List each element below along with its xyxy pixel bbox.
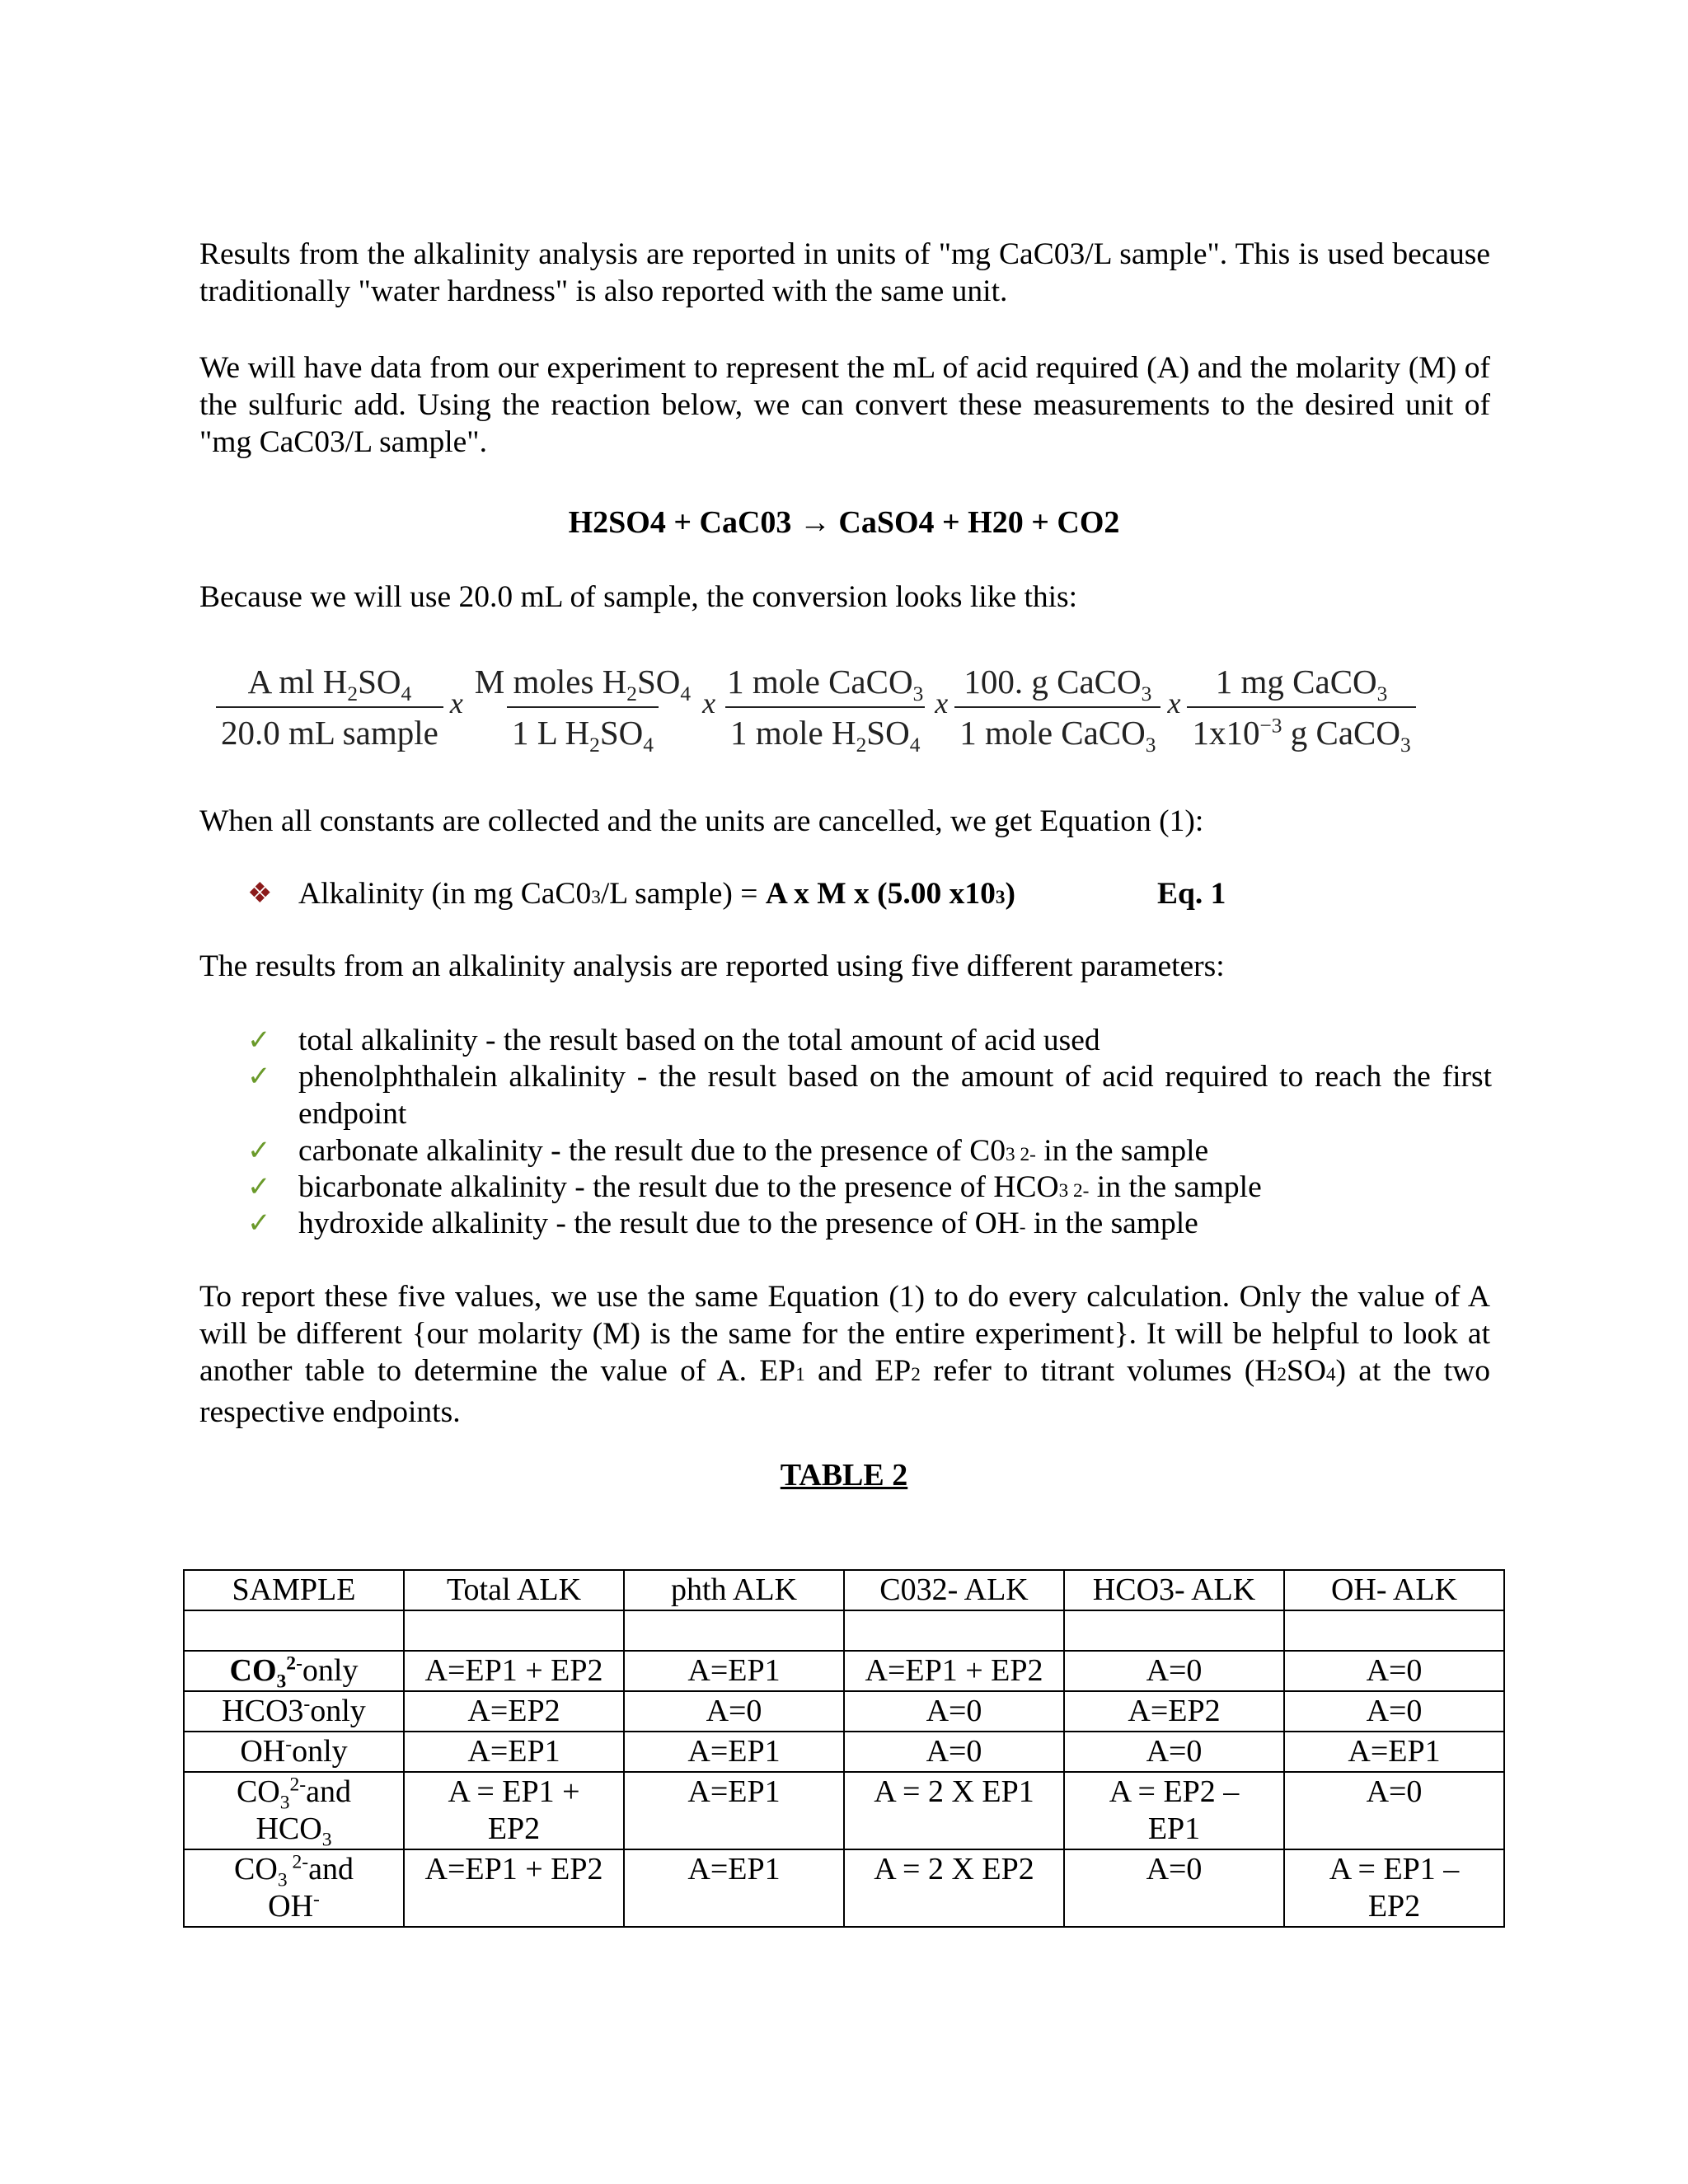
table-row <box>184 1849 1504 1927</box>
table-cell: A = EP1 – EP2 <box>1284 1849 1504 1927</box>
table-cell: A=0 <box>844 1691 1064 1732</box>
table-cell: A = EP1 + EP2 <box>404 1772 624 1849</box>
table-cell: A = 2 X EP2 <box>844 1849 1064 1927</box>
table-cell: A=EP2 <box>1064 1691 1284 1732</box>
sample-cell: $CO_3^{2-}and$ $HCO_3$ <box>184 1772 404 1849</box>
table-cell: A=0 <box>1064 1651 1284 1691</box>
paragraph-equation-intro: When all constants are collected and the units are cancelled, we get Equation (1): <box>199 804 1204 838</box>
checklist-item: ✓ bicarbonate alkalinity - the result due to the presence of HCO3 2- in the sample <box>247 1170 1262 1204</box>
table-cell: A=EP2 <box>404 1691 624 1732</box>
fraction-3: $\frac{1 mole CaCO_3}{1 mole H_2SO_4}$ <box>722 662 928 752</box>
table-cell: A=0 <box>1284 1691 1504 1732</box>
paragraph-report-values: To report these five values, we use the same Equation (1) to do every calculation. Only the value of A will be different {our molarity (M) is the same for the entire experiment}. It will be helpful to look at another table to determine the value of A. EP1 and EP2 refer to titrant volumes (H2SO4) at the two respective endpoints. <box>199 1280 1490 1429</box>
column-header: HCO3- ALK <box>1064 1570 1284 1610</box>
equation-1-text: Alkalinity (in mg CaC03/L sample) = A x M x (5.00 x103) <box>298 877 1016 911</box>
sample-cell: HCO3-only <box>184 1691 404 1732</box>
checklist-item: ✓ carbonate alkalinity - the result due to the presence of C03 2- in the sample <box>247 1134 1209 1168</box>
reaction-equation: H2SO4 + CaC03 → CaSO4 + H20 + CO2 <box>568 505 1120 540</box>
checkmark-icon: ✓ <box>247 1025 271 1056</box>
fraction-1: $\frac{A ml H_2SO_4}{\text{20.0 mL sample}}$ <box>216 662 443 752</box>
checkmark-icon: ✓ <box>247 1172 271 1202</box>
table-cell: A=0 <box>1064 1849 1284 1927</box>
checklist-item: ✓ phenolphthalein alkalinity - the result based on the amount of acid required to reach the first endpoint <box>247 1060 1492 1131</box>
table-cell: A=0 <box>844 1732 1064 1772</box>
checklist-item: ✓ hydroxide alkalinity - the result due to the presence of OH- in the sample <box>247 1207 1198 1240</box>
column-header: C032- ALK <box>844 1570 1064 1610</box>
column-header: OH- ALK <box>1284 1570 1504 1610</box>
column-header: phth ALK <box>624 1570 844 1610</box>
table-cell: A=EP1 <box>624 1772 844 1849</box>
table-header-row <box>184 1570 1504 1610</box>
table-cell: A=EP1 + EP2 <box>404 1849 624 1927</box>
table-row <box>184 1772 1504 1849</box>
checkmark-icon: ✓ <box>247 1208 271 1239</box>
table-cell: A=EP1 <box>404 1732 624 1772</box>
multiply-sign: x <box>935 687 949 719</box>
sample-cell: $CO_3$ $^{2-}$and OH- <box>184 1849 404 1927</box>
table-cell: A = 2 X EP1 <box>844 1772 1064 1849</box>
table-cell: A=0 <box>624 1691 844 1732</box>
conversion-chain <box>216 661 1469 757</box>
table-cell: A=0 <box>1064 1732 1284 1772</box>
checkmark-icon: ✓ <box>247 1062 271 1092</box>
table-row <box>184 1732 1504 1772</box>
multiply-sign: x <box>1167 687 1181 719</box>
table-cell: A=0 <box>1284 1651 1504 1691</box>
column-header: SAMPLE <box>184 1570 404 1610</box>
table-cell: A=EP1 <box>1284 1732 1504 1772</box>
checkmark-icon: ✓ <box>247 1136 271 1166</box>
table-cell: A=EP1 <box>624 1651 844 1691</box>
table-cell: A = EP2 – EP1 <box>1064 1772 1284 1849</box>
sample-cell: $CO_3^{2-}only$ <box>184 1651 404 1691</box>
table-cell: A=EP1 <box>624 1849 844 1927</box>
paragraph-parameters-intro: The results from an alkalinity analysis are reported using five different parameters: <box>199 949 1225 983</box>
table-title: TABLE 2 <box>780 1458 908 1493</box>
fraction-5: $\frac{1 mg CaCO_3}{1x10^{-3} g CaCO_3}$ <box>1187 662 1415 752</box>
diamond-bullet-icon: ❖ <box>247 879 273 909</box>
paragraph-units: Results from the alkalinity analysis are reported in units of "mg CaC03/L sample". This is used because traditionally "water hardness" is also reported with the same unit. <box>199 237 1490 308</box>
fraction-4: $\frac{100. g CaCO_3}{1 mole CaCO_3}$ <box>954 662 1160 752</box>
sample-cell: OH-only <box>184 1732 404 1772</box>
fraction-2: $\frac{M moles H_2SO_4}{1 L H_2SO_4}$ <box>474 663 692 757</box>
multiply-sign: x <box>702 687 716 719</box>
table-row-empty <box>184 1610 1504 1651</box>
checklist-item: ✓ total alkalinity - the result based on the total amount of acid used <box>247 1024 1100 1057</box>
table-row <box>184 1691 1504 1732</box>
table-cell: A=EP1 <box>624 1732 844 1772</box>
table-cell: A=0 <box>1284 1772 1504 1849</box>
table-row <box>184 1651 1504 1691</box>
table-cell: A=EP1 + EP2 <box>404 1651 624 1691</box>
table-cell: A=EP1 + EP2 <box>844 1651 1064 1691</box>
paragraph-data: We will have data from our experiment to represent the mL of acid required (A) and the molarity (M) of the sulfuric add. Using the reaction below, we can convert these measurements to the desired unit of "mg CaC03/L sample". <box>199 351 1490 459</box>
paragraph-conversion-intro: Because we will use 20.0 mL of sample, the conversion looks like this: <box>199 580 1078 614</box>
equation-1-row <box>247 875 1492 916</box>
equation-label: Eq. 1 <box>1157 877 1226 911</box>
multiply-sign: x <box>449 687 463 719</box>
alkalinity-table <box>183 1569 1505 1928</box>
column-header: Total ALK <box>404 1570 624 1610</box>
